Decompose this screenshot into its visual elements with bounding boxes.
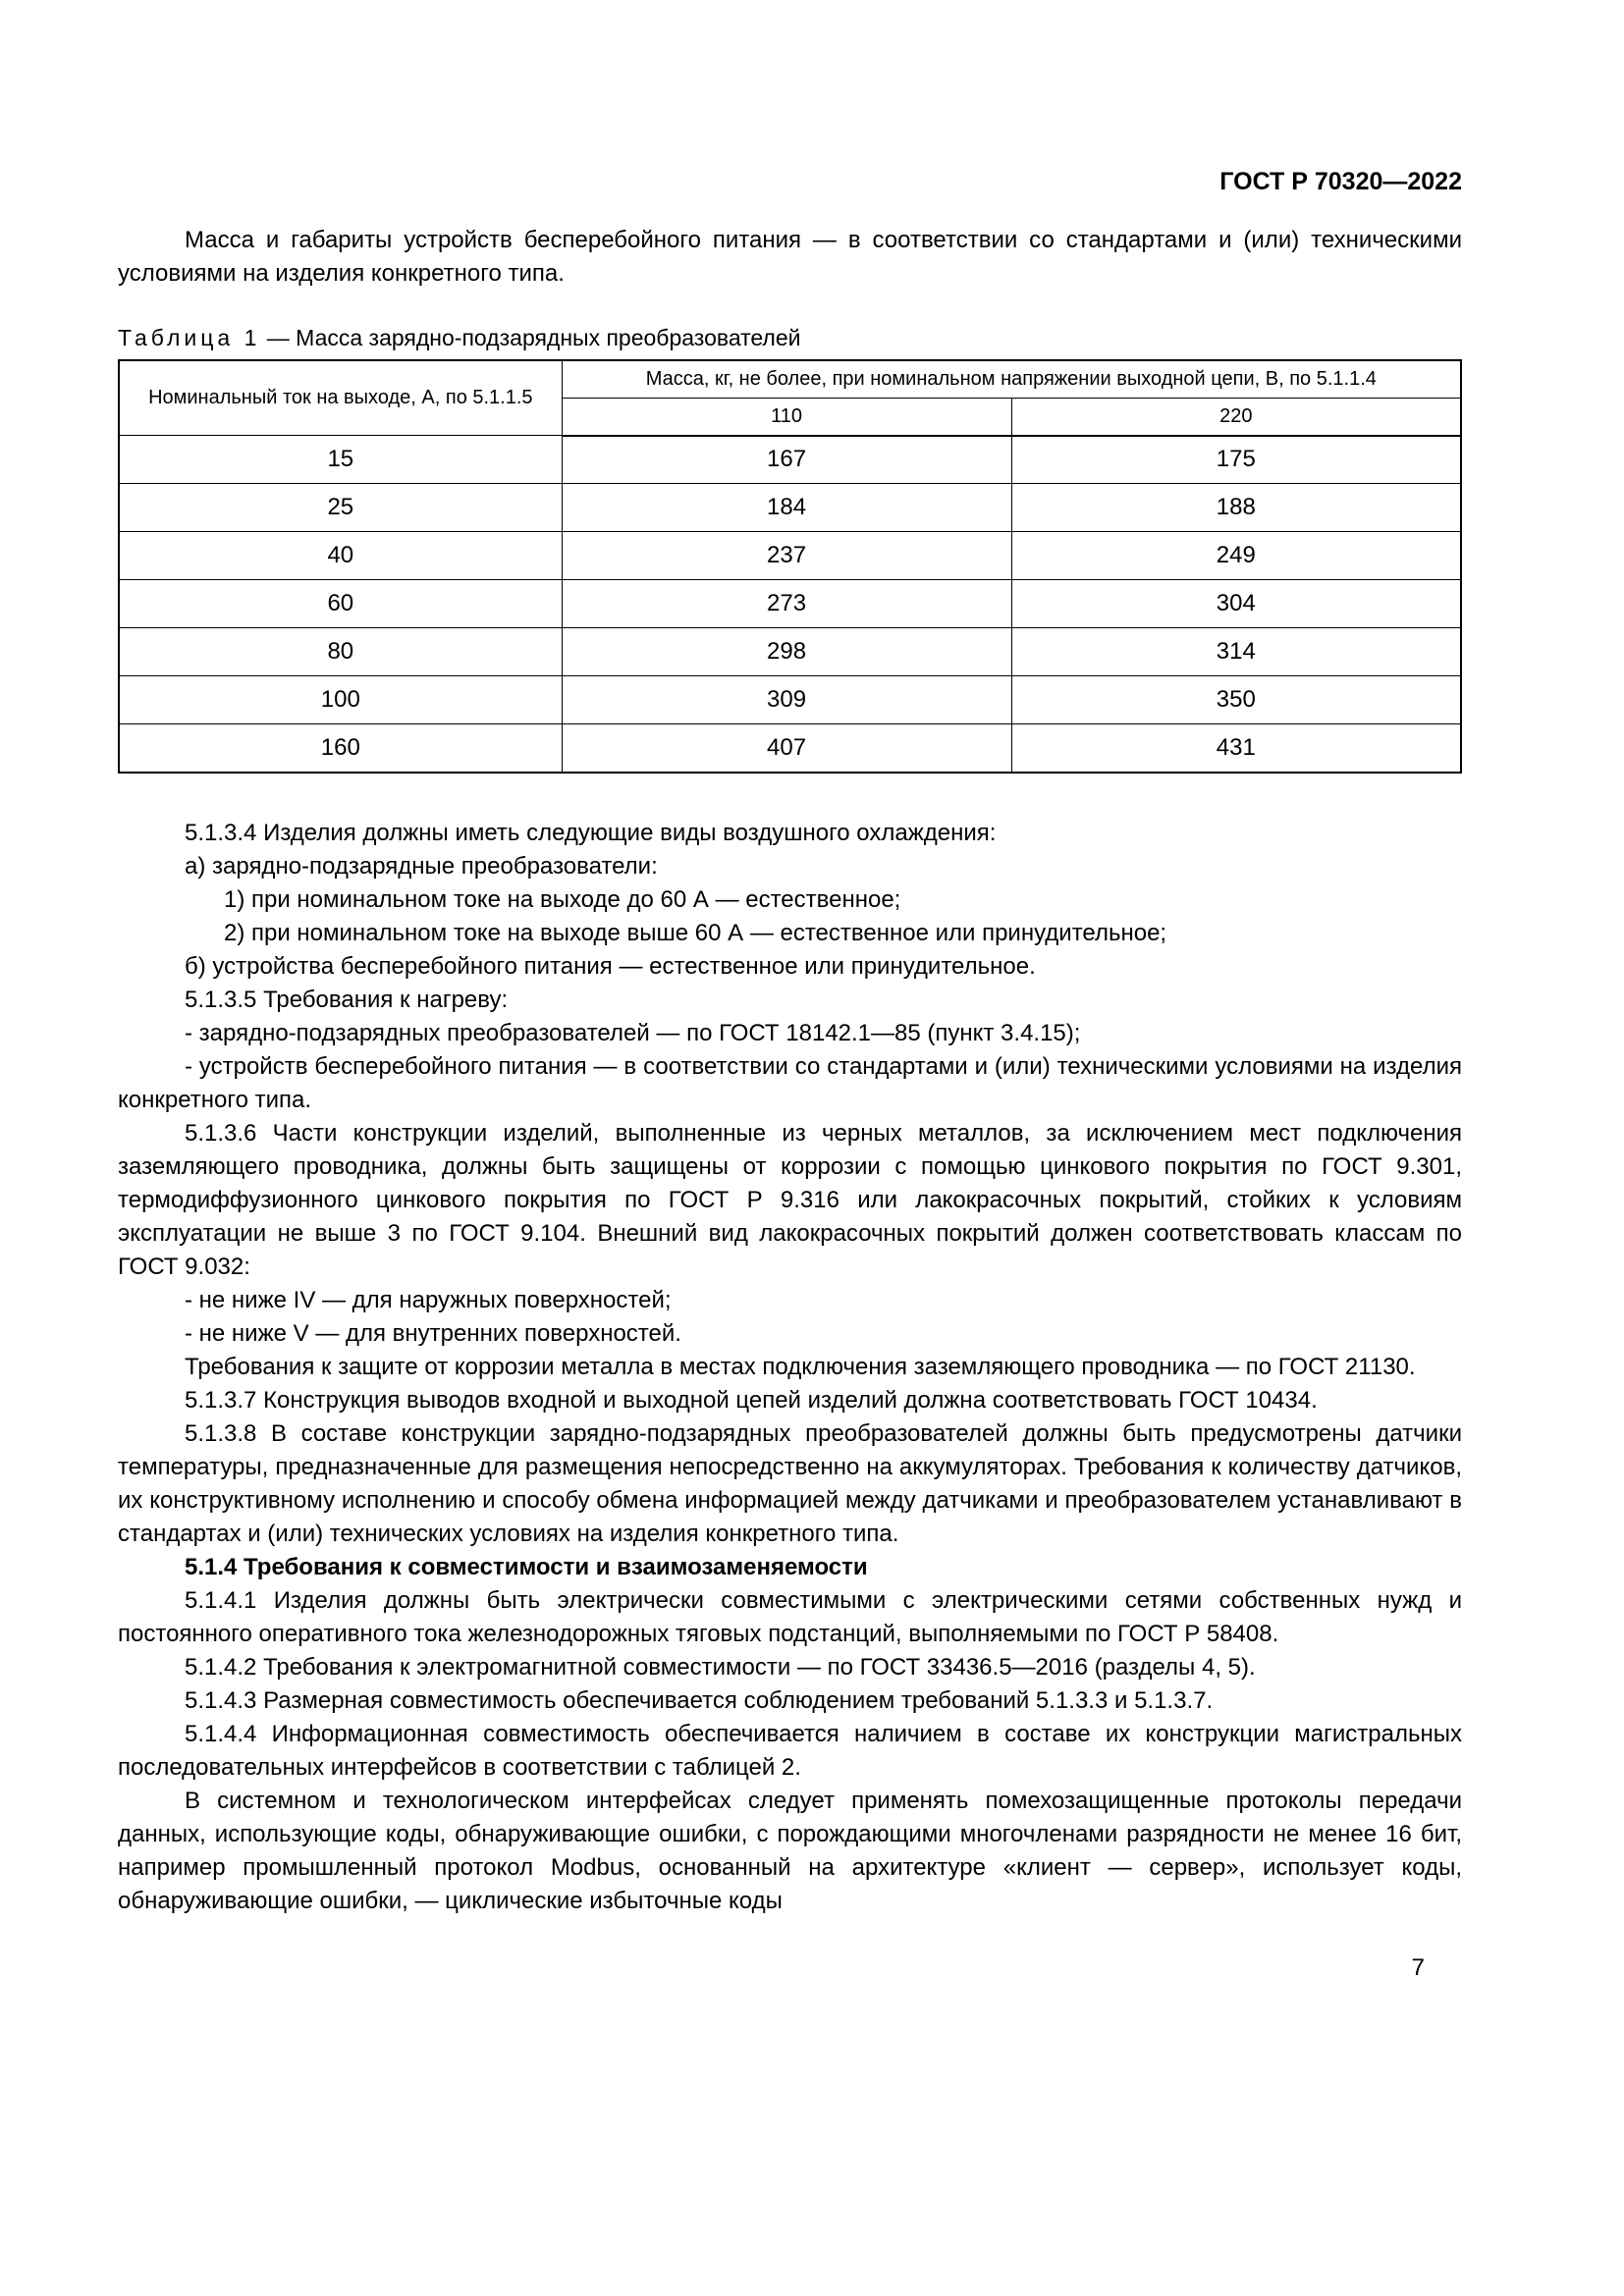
table-row [119,628,1461,676]
table-cell-110: 167 [562,436,1011,484]
heading-5-1-4: 5.1.4 Требования к совместимости и взаимозаменяемости [185,1553,868,1580]
dash-item: - не ниже V — для внутренних поверхностей. [185,1319,681,1347]
table-cell-220: 249 [1011,532,1461,580]
table-cell-current: 80 [119,628,562,676]
table-row [119,676,1461,724]
para-5-1-3-5: 5.1.3.5 Требования к нагреву: [185,986,509,1013]
table-cell-current: 25 [119,484,562,532]
table-row [119,724,1461,773]
para-corrosion-protection: Требования к защите от коррозии металла в местах подключения заземляющего проводника — по ГОСТ 21130. [185,1353,1416,1380]
para-5-1-4-1: 5.1.4.1 Изделия должны быть электрически совместимыми с электрическими сетями собственных нужд и постоянного оперативного тока железнодорожных тяговых подстанций, выполняемыми по ГОСТ Р 58408. [118,1586,1462,1647]
para-5-1-4-3: 5.1.4.3 Размерная совместимость обеспечивается соблюдением требований 5.1.3.3 и 5.1.3.7. [185,1686,1214,1714]
table-subheader-110: 110 [562,399,1011,436]
para-5-1-3-4: 5.1.3.4 Изделия должны иметь следующие виды воздушного охлаждения: [185,819,997,846]
para-interfaces: В системном и технологическом интерфейсах следует применять помехозащищенные протоколы передачи данных, использующие коды, обнаруживающие ошибки, с порождающими многочленами разрядности не менее 16 бит, например промышленный протокол Modbus, основанный на архитектуре «клиент — сервер», использует коды, обнаруживающие ошибки, — циклические избыточные коды [118,1787,1462,1914]
table-cell-110: 273 [562,580,1011,628]
table-cell-220: 314 [1011,628,1461,676]
page-number: 7 [1411,1953,1425,1981]
table-cell-current: 15 [119,436,562,484]
table-row [119,580,1461,628]
table-cell-110: 407 [562,724,1011,773]
table-cell-current: 160 [119,724,562,773]
table-1-header [119,360,1461,436]
table-cell-220: 350 [1011,676,1461,724]
list-item-b: б) устройства бесперебойного питания — естественное или принудительное. [185,952,1036,980]
table-cell-current: 40 [119,532,562,580]
table-cell-220: 188 [1011,484,1461,532]
table-1-body [119,436,1461,773]
para-5-1-4-4: 5.1.4.4 Информационная совместимость обеспечивается наличием в составе их конструкции магистральных последовательных интерфейсов в соответствии с таблицей 2. [118,1720,1462,1781]
para-5-1-3-8: 5.1.3.8 В составе конструкции зарядно-подзарядных преобразователей должны быть предусмотрены датчики температуры, предназначенные для размещения непосредственно на аккумуляторах. Требования к количеству датчиков, их конструктивному исполнению и способу обмена информацией между датчиками и преобразователем устанавливают в стандартах и (или) технических условиях на изделия конкретного типа. [118,1419,1462,1547]
dash-item: - зарядно-подзарядных преобразователей — по ГОСТ 18142.1—85 (пункт 3.4.15); [185,1019,1081,1046]
list-item-1: 1) при номинальном токе на выходе до 60 А — естественное; [224,885,901,913]
table-cell-110: 184 [562,484,1011,532]
intro-paragraph: Масса и габариты устройств бесперебойного питания — в соответствии со стандартами и (или) техническими условиями на изделия конкретного типа. [118,227,1462,287]
para-5-1-4-2: 5.1.4.2 Требования к электромагнитной совместимости — по ГОСТ 33436.5—2016 (разделы 4, 5). [185,1653,1256,1681]
dash-item: - не ниже IV — для наружных поверхностей; [185,1286,672,1313]
table-cell-220: 304 [1011,580,1461,628]
table-header-row [119,360,1461,399]
table-caption-dash: — [266,325,290,350]
table-cell-110: 237 [562,532,1011,580]
table-row [119,484,1461,532]
table-subheader-220: 220 [1011,399,1461,436]
document-header: ГОСТ Р 70320—2022 [1219,168,1462,195]
table-caption [118,324,1462,351]
table-cell-current: 100 [119,676,562,724]
para-5-1-3-7: 5.1.3.7 Конструкция выводов входной и выходной цепей изделий должна соответствовать ГОСТ 10434. [185,1386,1318,1414]
dash-item: - устройств бесперебойного питания — в соответствии со стандартами и (или) техническими условиями на изделия конкретного типа. [118,1052,1462,1113]
table-header-current: Номинальный ток на выходе, А, по 5.1.1.5 [119,360,562,436]
table-cell-110: 298 [562,628,1011,676]
list-item-2: 2) при номинальном токе на выходе выше 60 А — естественное или принудительное; [224,919,1167,946]
para-5-1-3-6: 5.1.3.6 Части конструкции изделий, выполненные из черных металлов, за исключением мест подключения заземляющего проводника, должны быть защищены от коррозии с помощью цинкового покрытия по ГОСТ 9.301, термодиффузионного цинкового покрытия по ГОСТ Р 9.316 или лакокрасочных покрытий, стойких к условиям эксплуатации не выше 3 по ГОСТ 9.104. Внешний вид лакокрасочных покрытий должен соответствовать классам по ГОСТ 9.032: [118,1119,1462,1280]
table-cell-220: 175 [1011,436,1461,484]
table-cell-110: 309 [562,676,1011,724]
table-header-mass: Масса, кг, не более, при номинальном напряжении выходной цепи, В, по 5.1.1.4 [562,360,1461,399]
list-item-a: а) зарядно-подзарядные преобразователи: [185,852,658,880]
table-caption-title: Масса зарядно-подзарядных преобразователей [296,325,801,350]
table-cell-220: 431 [1011,724,1461,773]
table-1 [118,359,1462,774]
table-row [119,436,1461,484]
body-text [118,817,1462,1918]
table-row [119,532,1461,580]
table-caption-label: Таблица 1 [118,325,261,350]
table-cell-current: 60 [119,580,562,628]
